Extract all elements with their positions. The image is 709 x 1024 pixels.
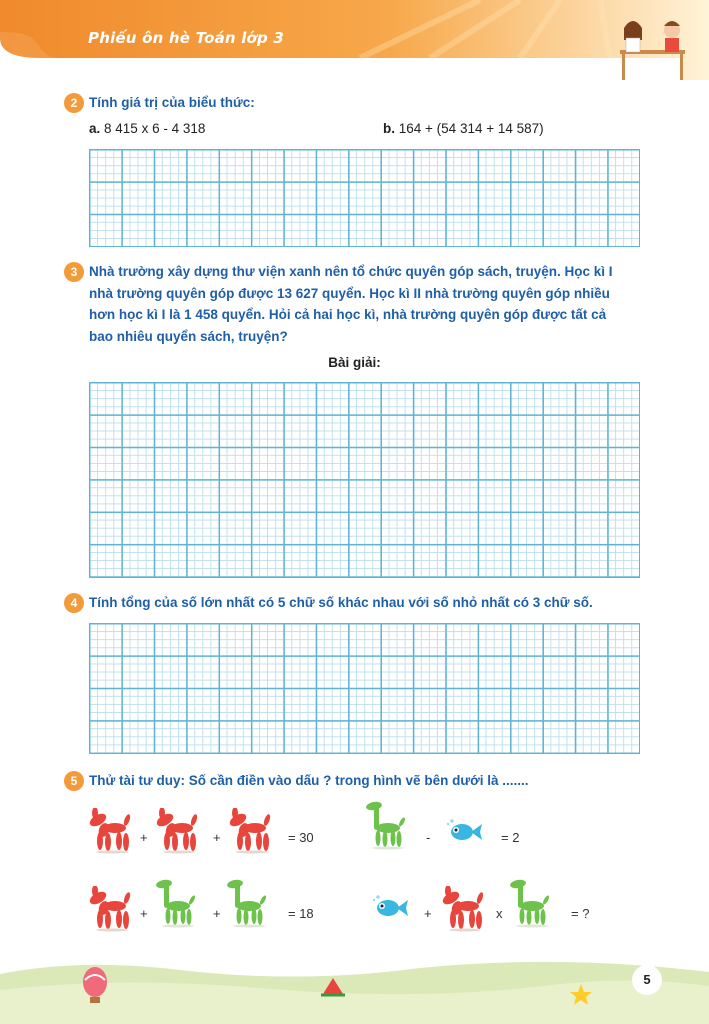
balloon-dog-icon [228, 808, 276, 856]
question-2-prompt: Tính giá trị của biểu thức: [89, 95, 255, 110]
question-3-prompt [89, 261, 613, 347]
balloon-giraffe-icon [225, 878, 273, 930]
question-number-5: 5 [64, 771, 84, 791]
balloon-dog-icon [441, 886, 489, 934]
question-5-prompt: Thử tài tư duy: Số cần điền vào dấu ? trong hình vẽ bên dưới là ....... [89, 773, 529, 788]
solution-label: Bài giải: [328, 355, 381, 370]
equation-result: = 30 [288, 830, 314, 845]
expression-b-label: b. [383, 121, 395, 136]
answer-grid-q4[interactable] [89, 623, 640, 754]
equation-result: = ? [571, 906, 590, 921]
operator: + [213, 830, 221, 845]
operator: + [213, 906, 221, 921]
balloon-fish-icon [446, 818, 484, 846]
question-3-line: bao nhiêu quyển sách, truyện? [89, 328, 288, 344]
expression-b [383, 121, 544, 136]
answer-grid-q2[interactable] [89, 149, 640, 247]
answer-grid-q3[interactable] [89, 382, 640, 578]
balloon-dog-icon [155, 808, 203, 856]
equation-result: = 18 [288, 906, 314, 921]
expression-a [89, 121, 205, 136]
balloon-giraffe-icon [508, 878, 556, 930]
question-4-prompt: Tính tổng của số lớn nhất có 5 chữ số khác nhau với số nhỏ nhất có 3 chữ số. [89, 595, 593, 610]
question-number-4: 4 [64, 593, 84, 613]
header-banner [0, 0, 709, 80]
operator: + [140, 906, 148, 921]
balloon-giraffe-icon [364, 800, 412, 852]
operator: x [496, 906, 503, 921]
balloon-giraffe-icon [154, 878, 202, 930]
operator: + [424, 906, 432, 921]
operator: + [140, 830, 148, 845]
page-number: 5 [632, 965, 662, 995]
balloon-dog-icon [88, 886, 136, 934]
question-3-line: Nhà trường xây dựng thư viện xanh nên tổ chức quyên góp sách, truyện. Học kì I [89, 264, 613, 279]
question-number-2: 2 [64, 93, 84, 113]
expression-a-text: 8 415 x 6 - 4 318 [104, 121, 206, 136]
equation-result: = 2 [501, 830, 520, 845]
footer-decoration [0, 950, 709, 1024]
expression-b-text: 164 + (54 314 + 14 587) [398, 121, 544, 136]
question-3-line: nhà trường quyên góp được 13 627 quyển. Học kì II nhà trường quyên góp nhiều [89, 285, 610, 301]
header-title: Phiếu ôn hè Toán lớp 3 [88, 29, 285, 47]
operator: - [426, 830, 431, 845]
expression-a-label: a. [89, 121, 101, 136]
balloon-dog-icon [88, 808, 136, 856]
question-3-line: hơn học kì I là 1 458 quyển. Hỏi cả hai học kì, nhà trường quyên góp được tất cả [89, 307, 607, 322]
question-number-3: 3 [64, 262, 84, 282]
balloon-fish-icon [372, 894, 410, 922]
